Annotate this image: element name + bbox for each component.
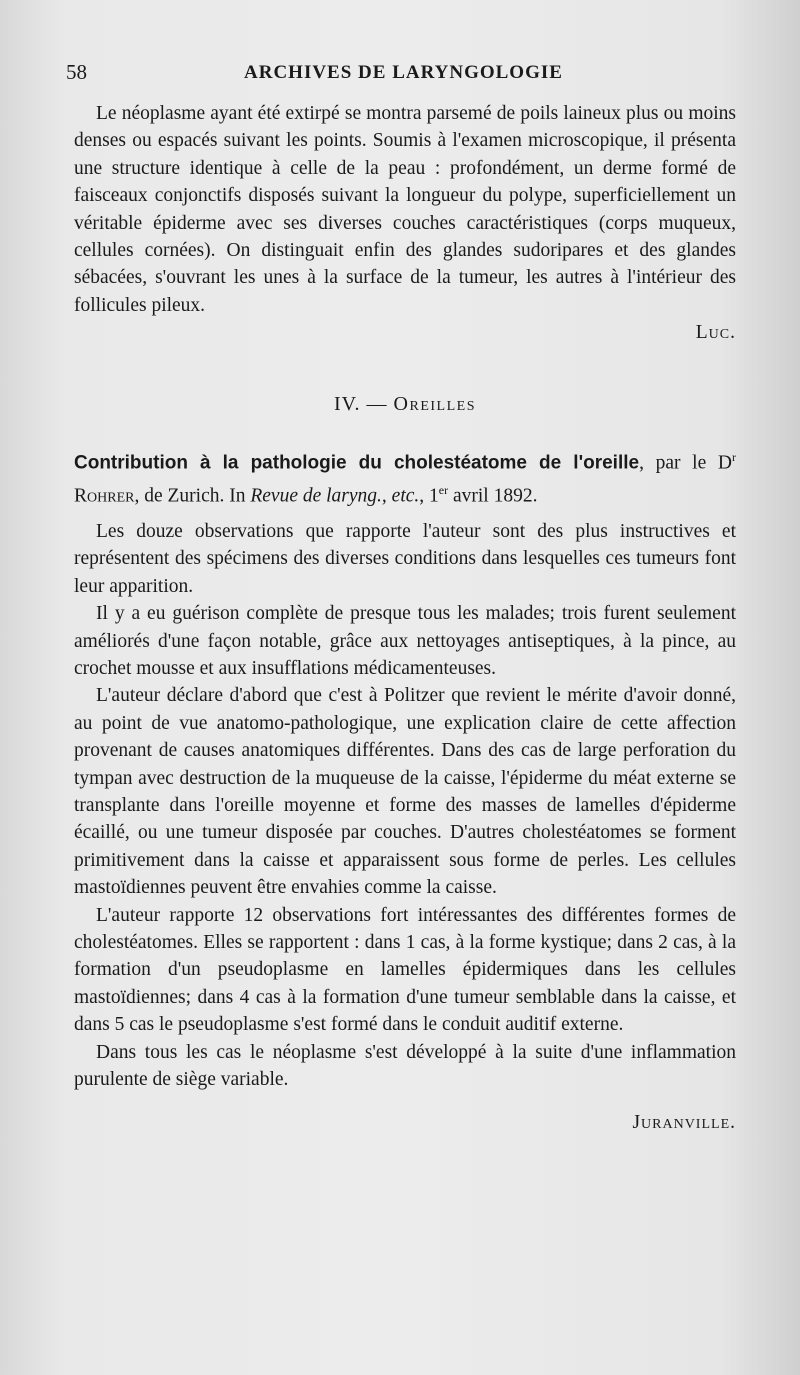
article-citation [74, 444, 736, 510]
article-dr: D [717, 452, 733, 474]
page-number: 58 [66, 60, 87, 84]
section-heading [74, 391, 736, 418]
section-title: Oreilles [393, 392, 476, 415]
article-title: Contribution à la pathologie du cholestéatome de l'oreille [74, 452, 640, 474]
page-header [66, 60, 726, 90]
article-paragraph-2: Il y a eu guérison complète de presque tous les malades; trois furent seulement améliorés d'une façon notable, grâce aux nettoyages antiseptiques, à la pince, au crochet mousse et aux insufflations médicamenteuses. [74, 603, 736, 679]
running-title: ARCHIVES DE LARYNGOLOGIE [244, 62, 563, 83]
article-date-rest: avril 1892. [448, 485, 538, 507]
article-paragraph-4: L'auteur rapporte 12 observations fort intéressantes des différentes formes de cholestéatomes. Elles se rapportent : dans 1 cas, à la forme kystique; dans 2 cas, à la formation d'un pseudoplasme en lamelles épidermiques dans les cellules mastoïdiennes; dans 4 cas à la formation d'une tumeur semblable dans la caisse, et dans 5 cas le pseudoplasme s'est formé dans le conduit auditif externe. [74, 904, 736, 1036]
first-item-signature: Luc. [695, 322, 736, 344]
page-body [74, 100, 736, 1137]
article-date-sup: er [438, 482, 449, 497]
article-author: Rohrer [74, 485, 135, 507]
first-item-paragraph: Le néoplasme ayant été extirpé se montra parsemé de poils laineux plus ou moins denses ou espacés suivant les points. Soumis à l'examen microscopique, il présenta une structure identique à celle de la peau : profondément, un derme formé de faisceaux conjonctifs disposés suivant la longueur du polype, superficiellement un véritable épiderme avec ses diverses couches caractéristiques (corps muqueux, cellules cornées). On distinguait enfin des glandes sudoripares et des glandes sébacées, s'ouvrant les unes à la surface de la tumeur, les autres à l'intérieur des follicules pileux. [74, 103, 736, 316]
article-paragraph-1: Les douze observations que rapporte l'auteur sont des plus instructives et représentent des spécimens des diverses conditions dans lesquelles ces tumeurs font leur apparition. [74, 520, 736, 597]
article-by: , par le [639, 452, 707, 474]
article-journal: Revue de laryng., etc. [250, 485, 420, 507]
section-number: IV. — [334, 392, 388, 415]
article-paragraph-3: L'auteur déclare d'abord que c'est à Politzer que revient le mérite d'avoir donné, au point de vue anatomo-pathologique, une explication claire de cette affection provenant de causes anatomiques différentes. Dans des cas de large perforation du tympan avec destruction de la muqueuse de la caisse, l'épiderme du méat externe se transplante dans l'oreille moyenne et forme des masses de lamelles d'épiderme écaillé, ou une tumeur disposée par couches. D'autres cholestéatomes se forment primitivement dans la caisse et apparaissent sous forme de perles. Les cellules mastoïdiennes peuvent être envahies comme la caisse. [74, 685, 736, 899]
article-paragraph-5: Dans tous les cas le néoplasme s'est développé à la suite d'une inflammation purulente de siège variable. [74, 1041, 736, 1090]
article-signature: Juranville. [632, 1112, 736, 1134]
article-place: , de Zurich. In [134, 485, 246, 507]
article-date-prefix: , 1 [419, 485, 439, 507]
article-dr-sup: r [732, 450, 737, 465]
